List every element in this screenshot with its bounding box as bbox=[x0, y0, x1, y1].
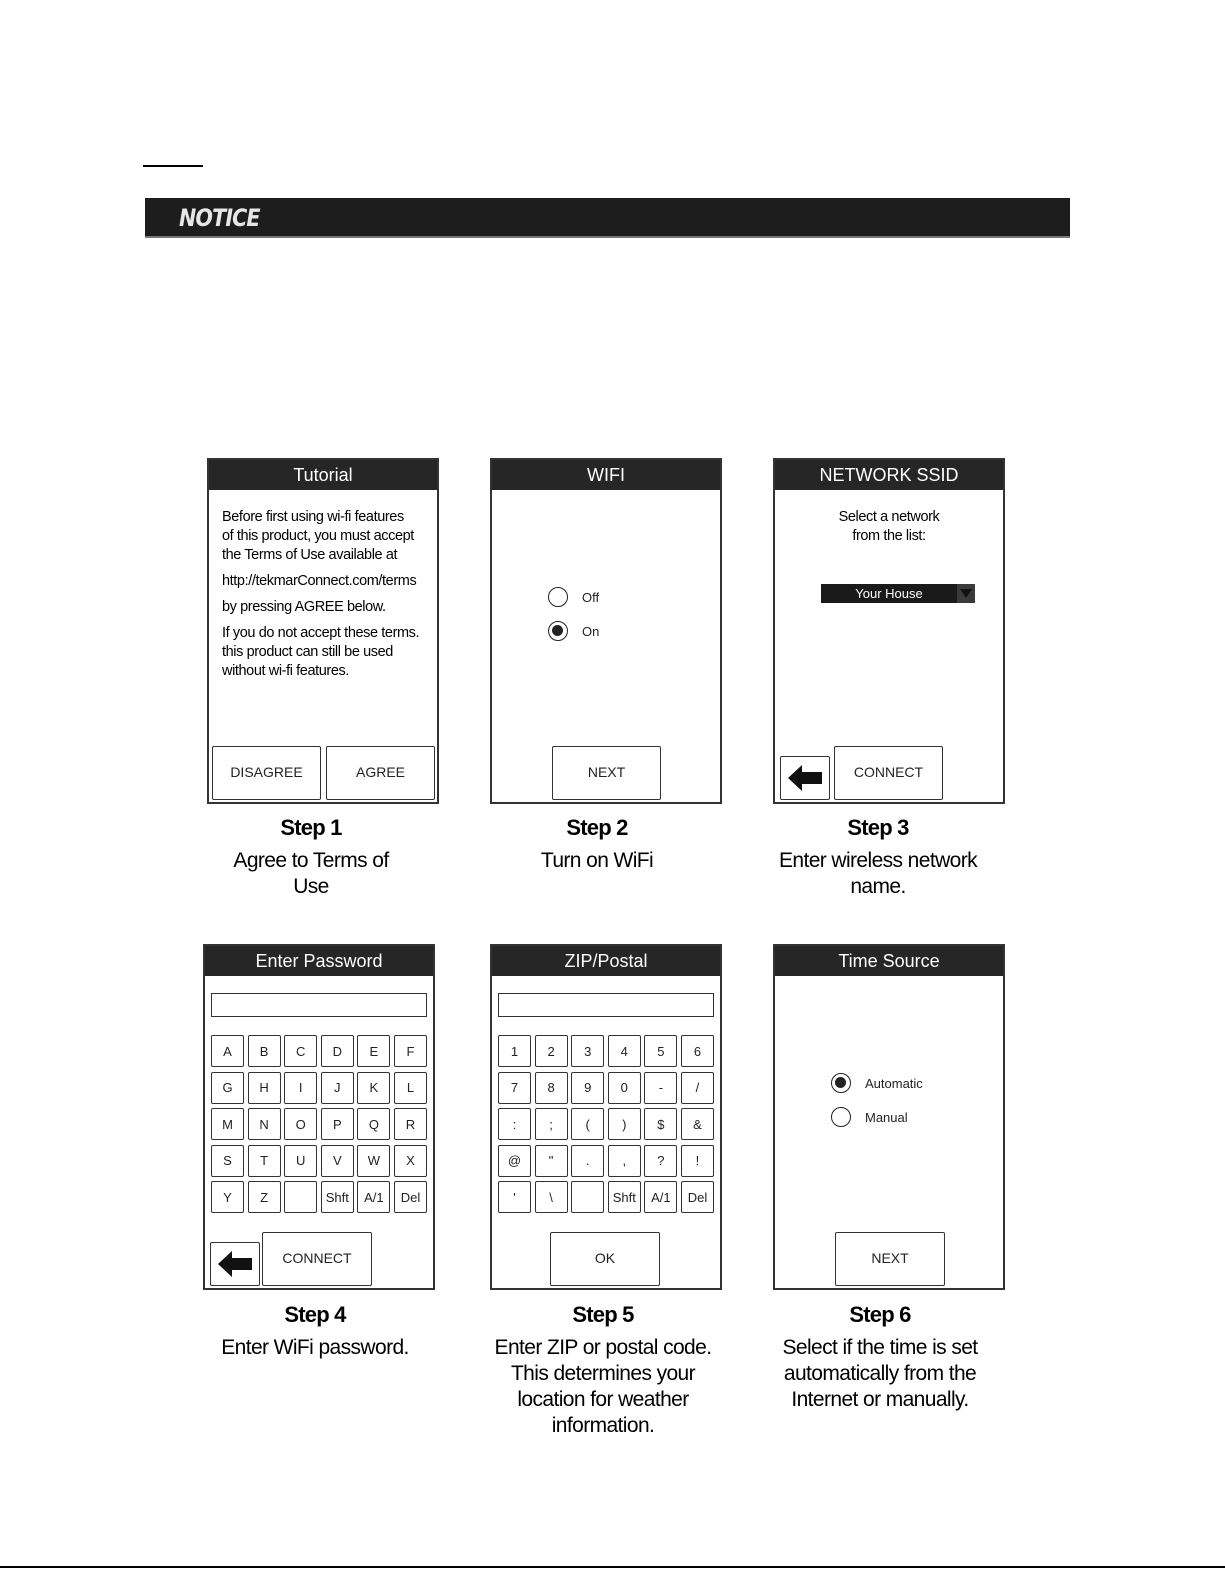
screen-enter-password bbox=[203, 944, 435, 1290]
step-description-line: automatically from the bbox=[783, 1362, 977, 1385]
key-space[interactable] bbox=[284, 1181, 317, 1213]
back-arrow-icon bbox=[218, 1251, 252, 1277]
terms-line: If you do not accept these terms. bbox=[222, 625, 420, 641]
step-description-line: location for weather bbox=[517, 1388, 689, 1411]
key-a[interactable]: A bbox=[211, 1035, 244, 1067]
dropdown-arrow-button[interactable] bbox=[957, 584, 975, 603]
key-space[interactable] bbox=[571, 1181, 604, 1213]
key-8[interactable]: 8 bbox=[535, 1072, 568, 1104]
alpha-keyboard bbox=[211, 1035, 427, 1213]
key-f[interactable]: F bbox=[394, 1035, 427, 1067]
screen-tutorial-header: Tutorial bbox=[209, 460, 437, 490]
step-title: Step 1 bbox=[280, 815, 342, 840]
key-m[interactable]: M bbox=[211, 1108, 244, 1140]
terms-line: this product can still be used bbox=[222, 644, 393, 660]
screen-network-ssid bbox=[773, 458, 1005, 804]
key-s[interactable]: S bbox=[211, 1145, 244, 1177]
disagree-button[interactable]: DISAGREE bbox=[212, 746, 321, 800]
key-t[interactable]: T bbox=[248, 1145, 281, 1177]
step-description bbox=[748, 848, 1008, 900]
bottom-rule bbox=[0, 1566, 1225, 1568]
step-description-line: Use bbox=[293, 875, 329, 898]
step-description bbox=[181, 848, 441, 900]
screen-wifi-header: WIFI bbox=[492, 460, 720, 490]
time-manual-radio[interactable] bbox=[831, 1107, 851, 1127]
key-6[interactable]: 6 bbox=[681, 1035, 714, 1067]
key-mode-toggle[interactable]: A/1 bbox=[357, 1181, 390, 1213]
step-description-line: information. bbox=[551, 1414, 655, 1437]
key-4[interactable]: 4 bbox=[608, 1035, 641, 1067]
screen-zip-postal bbox=[490, 944, 722, 1290]
back-arrow-icon bbox=[788, 765, 822, 791]
terms-line: the Terms of Use available at bbox=[222, 547, 398, 563]
screen-ssid-header: NETWORK SSID bbox=[775, 460, 1003, 490]
terms-line: by pressing AGREE below. bbox=[222, 599, 386, 615]
wifi-off-radio[interactable] bbox=[548, 587, 568, 607]
key-mode-toggle[interactable]: A/1 bbox=[644, 1181, 677, 1213]
screen-tutorial bbox=[207, 458, 439, 804]
key-shift[interactable]: Shft bbox=[608, 1181, 641, 1213]
terms-text bbox=[222, 508, 437, 681]
key-dollar[interactable]: $ bbox=[644, 1108, 677, 1140]
step-title: Step 4 bbox=[284, 1302, 346, 1327]
key-q[interactable]: Q bbox=[357, 1108, 390, 1140]
key-semicolon[interactable]: ; bbox=[535, 1108, 568, 1140]
zip-field[interactable] bbox=[498, 993, 714, 1017]
key-k[interactable]: K bbox=[357, 1072, 390, 1104]
key-r[interactable]: R bbox=[394, 1108, 427, 1140]
key-at[interactable]: @ bbox=[498, 1145, 531, 1177]
screen-zip-header: ZIP/Postal bbox=[492, 946, 720, 976]
key-i[interactable]: I bbox=[284, 1072, 317, 1104]
back-button[interactable] bbox=[780, 756, 830, 800]
network-select[interactable] bbox=[821, 584, 975, 603]
key-open-paren[interactable]: ( bbox=[571, 1108, 604, 1140]
wifi-off-label: Off bbox=[582, 590, 600, 605]
step-description-line: Enter ZIP or postal code. bbox=[494, 1336, 712, 1359]
network-select-value: Your House bbox=[855, 586, 923, 601]
numeric-keyboard bbox=[498, 1035, 714, 1213]
chevron-down-icon bbox=[960, 589, 972, 598]
key-apostrophe[interactable]: ' bbox=[498, 1181, 531, 1213]
notice-label: NOTICE bbox=[179, 204, 260, 232]
key-question[interactable]: ? bbox=[644, 1145, 677, 1177]
key-5[interactable]: 5 bbox=[644, 1035, 677, 1067]
key-j[interactable]: J bbox=[321, 1072, 354, 1104]
key-v[interactable]: V bbox=[321, 1145, 354, 1177]
time-automatic-label: Automatic bbox=[865, 1076, 923, 1091]
ssid-connect-button[interactable]: CONNECT bbox=[834, 746, 943, 800]
wifi-on-label: On bbox=[582, 624, 600, 639]
key-7[interactable]: 7 bbox=[498, 1072, 531, 1104]
ssid-prompt-line: Select a network bbox=[838, 509, 940, 525]
step-description-line: name. bbox=[850, 875, 906, 898]
step-title: Step 5 bbox=[572, 1302, 634, 1327]
key-0[interactable]: 0 bbox=[608, 1072, 641, 1104]
agree-button[interactable]: AGREE bbox=[326, 746, 435, 800]
step-title: Step 6 bbox=[849, 1302, 911, 1327]
key-close-paren[interactable]: ) bbox=[608, 1108, 641, 1140]
key-delete[interactable]: Del bbox=[681, 1181, 714, 1213]
key-3[interactable]: 3 bbox=[571, 1035, 604, 1067]
key-ampersand[interactable]: & bbox=[681, 1108, 714, 1140]
step-description-line: Internet or manually. bbox=[791, 1388, 969, 1411]
key-exclamation[interactable]: ! bbox=[681, 1145, 714, 1177]
step-description-line: Agree to Terms of bbox=[233, 849, 389, 872]
step-description-line: Select if the time is set bbox=[782, 1336, 978, 1359]
key-g[interactable]: G bbox=[211, 1072, 244, 1104]
wifi-off-option[interactable] bbox=[548, 587, 648, 611]
key-x[interactable]: X bbox=[394, 1145, 427, 1177]
step-description bbox=[185, 1335, 445, 1361]
key-period[interactable]: . bbox=[571, 1145, 604, 1177]
step-description bbox=[463, 1335, 743, 1439]
key-l[interactable]: L bbox=[394, 1072, 427, 1104]
key-double-quote[interactable]: " bbox=[535, 1145, 568, 1177]
terms-line: without wi-fi features. bbox=[222, 663, 349, 679]
ssid-prompt-line: from the list: bbox=[852, 528, 926, 544]
screen-wifi bbox=[490, 458, 722, 804]
wifi-next-button[interactable]: NEXT bbox=[552, 746, 661, 800]
top-rule bbox=[143, 165, 203, 167]
key-delete[interactable]: Del bbox=[394, 1181, 427, 1213]
key-e[interactable]: E bbox=[357, 1035, 390, 1067]
step-title: Step 2 bbox=[566, 815, 628, 840]
step-description-line: This determines your bbox=[510, 1362, 696, 1385]
terms-line: of this product, you must accept bbox=[222, 528, 414, 544]
step-description bbox=[467, 848, 727, 874]
key-o[interactable]: O bbox=[284, 1108, 317, 1140]
time-manual-label: Manual bbox=[865, 1110, 908, 1125]
ssid-prompt bbox=[775, 508, 1003, 546]
key-9[interactable]: 9 bbox=[571, 1072, 604, 1104]
notice-banner bbox=[145, 198, 1070, 238]
key-n[interactable]: N bbox=[248, 1108, 281, 1140]
key-u[interactable]: U bbox=[284, 1145, 317, 1177]
key-c[interactable]: C bbox=[284, 1035, 317, 1067]
screen-time-source bbox=[773, 944, 1005, 1290]
time-automatic-option[interactable] bbox=[831, 1073, 971, 1097]
screen-password-header: Enter Password bbox=[205, 946, 433, 976]
key-z[interactable]: Z bbox=[248, 1181, 281, 1213]
key-1[interactable]: 1 bbox=[498, 1035, 531, 1067]
step-description-line: Enter wireless network bbox=[778, 849, 978, 872]
wifi-on-option[interactable] bbox=[548, 621, 648, 645]
key-comma[interactable]: , bbox=[608, 1145, 641, 1177]
key-w[interactable]: W bbox=[357, 1145, 390, 1177]
key-y[interactable]: Y bbox=[211, 1181, 244, 1213]
screen-time-header: Time Source bbox=[775, 946, 1003, 976]
password-connect-button[interactable]: CONNECT bbox=[262, 1232, 372, 1286]
key-slash[interactable]: / bbox=[681, 1072, 714, 1104]
password-field[interactable] bbox=[211, 993, 427, 1017]
back-button[interactable] bbox=[210, 1242, 260, 1286]
key-shift[interactable]: Shft bbox=[321, 1181, 354, 1213]
key-hyphen[interactable]: - bbox=[644, 1072, 677, 1104]
step-description-line: Turn on WiFi bbox=[540, 849, 654, 872]
key-p[interactable]: P bbox=[321, 1108, 354, 1140]
key-h[interactable]: H bbox=[248, 1072, 281, 1104]
wifi-on-radio[interactable] bbox=[548, 621, 568, 641]
time-automatic-radio[interactable] bbox=[831, 1073, 851, 1093]
key-backslash[interactable]: \ bbox=[535, 1181, 568, 1213]
time-next-button[interactable]: NEXT bbox=[835, 1232, 945, 1286]
time-manual-option[interactable] bbox=[831, 1107, 971, 1131]
step-description-line: Enter WiFi password. bbox=[221, 1336, 409, 1359]
terms-line: Before first using wi-fi features bbox=[222, 509, 404, 525]
key-d[interactable]: D bbox=[321, 1035, 354, 1067]
step-description bbox=[740, 1335, 1020, 1413]
zip-ok-button[interactable]: OK bbox=[550, 1232, 660, 1286]
key-colon[interactable]: : bbox=[498, 1108, 531, 1140]
key-b[interactable]: B bbox=[248, 1035, 281, 1067]
step-title: Step 3 bbox=[847, 815, 909, 840]
key-2[interactable]: 2 bbox=[535, 1035, 568, 1067]
terms-url: http://tekmarConnect.com/terms bbox=[222, 573, 417, 589]
